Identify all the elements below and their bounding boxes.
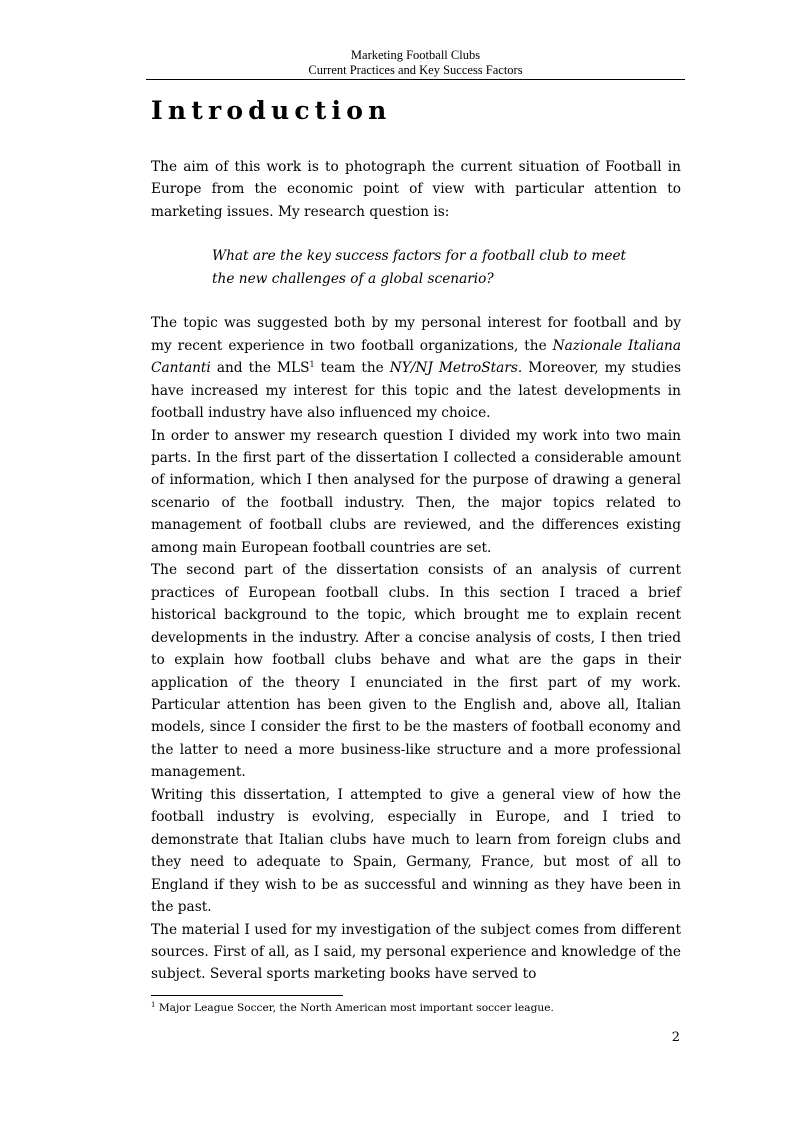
running-header	[146, 48, 685, 78]
paragraph-writing: Writing this dissertation, I attempted to give a general view of how the football industry is evolving, especially in Europe, and I tried to demonstrate that Italian clubs have much to learn from foreign clubs and they need to adequate to Spain, Germany, France, but most of all to England if they wish to be as successful and winning as they have been in the past.	[151, 786, 681, 916]
research-question	[212, 245, 642, 290]
header-line-1: Marketing Football Clubs	[350, 48, 481, 62]
page-title: Introduction	[151, 96, 392, 125]
paragraph-structure: In order to answer my research question I divided my work into two main parts. In the first part of the dissertation I collected a considerable amount of information, which I then analysed for the purpose of drawing a general scenario of the football industry. Then, the major topics related to management of football clubs are reviewed, and the differences existing among main European football countries are set.	[151, 427, 681, 556]
nazionale-italiana-cantanti: Nazionale Italiana Cantanti	[151, 337, 681, 377]
paragraph-aim: The aim of this work is to photograph the current situation of Football in Europe from the economic point of view with particular attention to marketing issues. My research question is:	[151, 159, 681, 220]
metrostars-team: NY/NJ MetroStars	[389, 360, 518, 377]
footnote	[151, 1000, 691, 1016]
footnote-text: Major League Soccer, the North American most important soccer league.	[155, 1002, 554, 1014]
footnote-rule	[151, 995, 343, 996]
paragraph-second-part: The second part of the dissertation consists of an analysis of current practices of European football clubs. In this section I traced a brief historical background to the topic, which brought me to explain recent developments in the industry. After a concise analysis of costs, I then tried to explain how football clubs behave and what are the gaps in their application of the theory I enunciated in the first part of my work. Particular attention has been given to the English and, above all, Italian models, since I consider the first to be the masters of football economy and the latter to need a more business-like structure and a more professional management.	[151, 562, 681, 781]
footnote-marker: 1	[151, 1001, 156, 1009]
paragraph-topic-text-a: The topic was suggested both by my personal interest for football and by my recent experience in two football organizations, the	[151, 315, 681, 354]
research-question-line-1: What are the key success factors for a football club to meet	[212, 248, 627, 265]
header-rule	[146, 79, 685, 80]
header-line-2: Current Practices and Key Success Factors	[308, 63, 523, 77]
paragraph-topic-text-b: and the MLS	[210, 360, 310, 377]
body-text	[151, 156, 681, 986]
paragraph-topic-text-c: team the	[314, 360, 390, 377]
research-question-line-2: the new challenges of a global scenario?	[212, 270, 494, 287]
paragraph-material: The material I used for my investigation of the subject comes from different sources. First of all, as I said, my personal experience and knowledge of the subject. Several sports marketing books have served to	[151, 921, 681, 983]
footnote-reference[interactable]: 1	[309, 360, 315, 370]
page-number: 2	[671, 1030, 680, 1045]
paragraph-topic-text-d: . Moreover, my studies have increased my interest for this topic and the latest developments in football industry have also influenced my choice.	[151, 360, 681, 422]
paragraph-topic	[151, 312, 681, 424]
